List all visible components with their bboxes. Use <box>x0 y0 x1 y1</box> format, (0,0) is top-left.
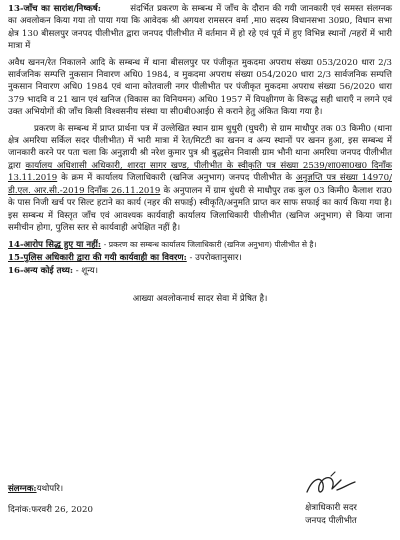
item-16-label: 16-अन्य कोई तथ्य: <box>8 266 74 277</box>
item-16-value: - शून्य। <box>75 266 99 277</box>
para-3-start: प्रकरण के सम्बन्ध में प्राप्त प्रार्थना पत्र में उल्लेखित स्थान ग्राम धुधुरी (घुघरी) से ग्राम माधौपुर तक 03 किमी0 (थाना क्षेत्र अमरिया सर्किल सदर पीलीभीत) में भारी मात्रा में रेत/मिटटी का खनन व अन्य स्थानों पर खनन हुआ, इस सम्बन्ध में जानकारी करने पर पता चला कि अनुज्ञायी श्री नरेश कुमार पुत्र श्री बुद्धसेन निवासी ग्राम भौनी थाना अमरिया जनपद पीलीभीत द्वारा <box>8 123 392 171</box>
para-3-mid: के क्रम में कार्यालय जिलाधिकारी (खनिज अनुभाग) जनपद पीलीभीत के <box>57 173 296 184</box>
item-14 <box>8 238 392 252</box>
item-14-value: - प्रकरण का सम्बन्ध कार्यालय जिलाधिकारी (खनिज अनुभाग) पीलीभीत से है। <box>103 240 317 250</box>
officer-district: जनपद पीलीभीत <box>305 516 357 526</box>
signature-image <box>301 470 361 500</box>
officer-title: क्षेत्राधिकारी सदर <box>305 503 357 513</box>
date-label: दिनांक: <box>8 505 32 515</box>
closing-line: आख्या अवलोकनार्थ सादर सेवा में प्रेषित है। <box>132 293 268 304</box>
summary-heading: 13-जाँच का सारांश/निष्कर्ष: <box>8 4 101 14</box>
item-15-value: - उपरोक्तानुसार। <box>189 253 242 264</box>
summary-para-1-text: संदर्भित प्रकरण के सम्बन्ध में जाँच के दौरान की गयी जानकारी एवं समस्त संलग्नक का अवलोकन किया गया तो पाया गया कि आवेदक श्री अगयश रामसरन वर्मा ,मा0 सदस्य विधानसभा 30प्र0, विधान सभा क्षेत्र 130 बीसलपुर जनपद पीलीभीत द्वारा जनपद पीलीभीत में वर्तमान में हो रहे एवं पूर्व में हुए विभिन्न स्थानों /नहरों में भारी मात्रा में <box>8 4 393 52</box>
summary-para-1 <box>8 3 392 53</box>
item-14-label: 14-आरोप सिद्ध हुए या नहीं: <box>8 240 102 251</box>
item-15-label: 15-पुलिस अधिकारी द्वारा की गयी कार्यवाही का विवरण: <box>8 253 187 264</box>
item-15 <box>8 252 392 265</box>
para-3-end: के अनुपालन में ग्राम धुंधरी से माधौपुर तक कुल 03 किमी0 कैलाश राउ0 के पास निजी खर्च पर सिल्ट हटाने का कार्य (नहर की सफाई) स्वीकृति/अनुमति प्राप्त कर साफ सफाई का कार्य किया गया है। इस सम्बन्ध में विस्तृत जाँच एवं आवश्यक कार्यवाही कार्यालय जिलाधिकारी पीलीभीत (खनिज अनुभाग) से किया जाना समीचीन होगा, पुलिस स्तर से कार्यवाही अपेक्षित नहीं है। <box>8 185 392 233</box>
summary-para-3 <box>8 123 392 235</box>
permission-letter-ref: कार्यालय अधिशासी अधिकारी, शारदा सागर खण्ड, पीलीभीत के स्वीकृति पत्र संख्या 2539/शा0सा0ख0 दिनाँक 13.11.2019 <box>8 160 393 184</box>
summary-para-2: अवैध खनन/रेत निकालने आदि के सम्बन्ध में थाना बीसलपुर पर पंजीकृत मुकदमा अपराध संख्या 053/2020 धारा 2/3 सार्वजनिक सम्पत्ति नुकसान निवारण अधि0 1984, व मुकदमा अपराध संख्या 054/2020 धारा 2/3 सार्वजनिक सम्पत्ति नुकसान निवारण अधि0 1984 एवं थाना कोतवाली नगर पीलीभीत पर पंजीकृत मुकदमा अपराध संख्या 56/2020 धारा 379 भादवि व 21 खान एवं खनिज (विकास का विनियमन) अधि0 1957 में विपक्षीगण के विरूद्ध सही धाराएँ न लगने एवं उक्त अभियोगों की जाँच किसी विश्वसनीय संस्था या सी0बी0आई0 से कराने हेतु अंकित किया गया है। <box>8 57 392 118</box>
item-16 <box>8 265 392 278</box>
enclosure-label: संलग्नक: <box>8 484 37 494</box>
date-value: फरवरी 26, 2020 <box>31 505 93 515</box>
enclosure-value: यथोपरि। <box>36 484 64 494</box>
signature-block <box>276 470 386 528</box>
license-letter-ref: अनुज्ञप्ति पत्र संख्या 14970/डी.एल. आर.सी.-2019 दिनाँक 26.11.2019 <box>8 173 392 196</box>
